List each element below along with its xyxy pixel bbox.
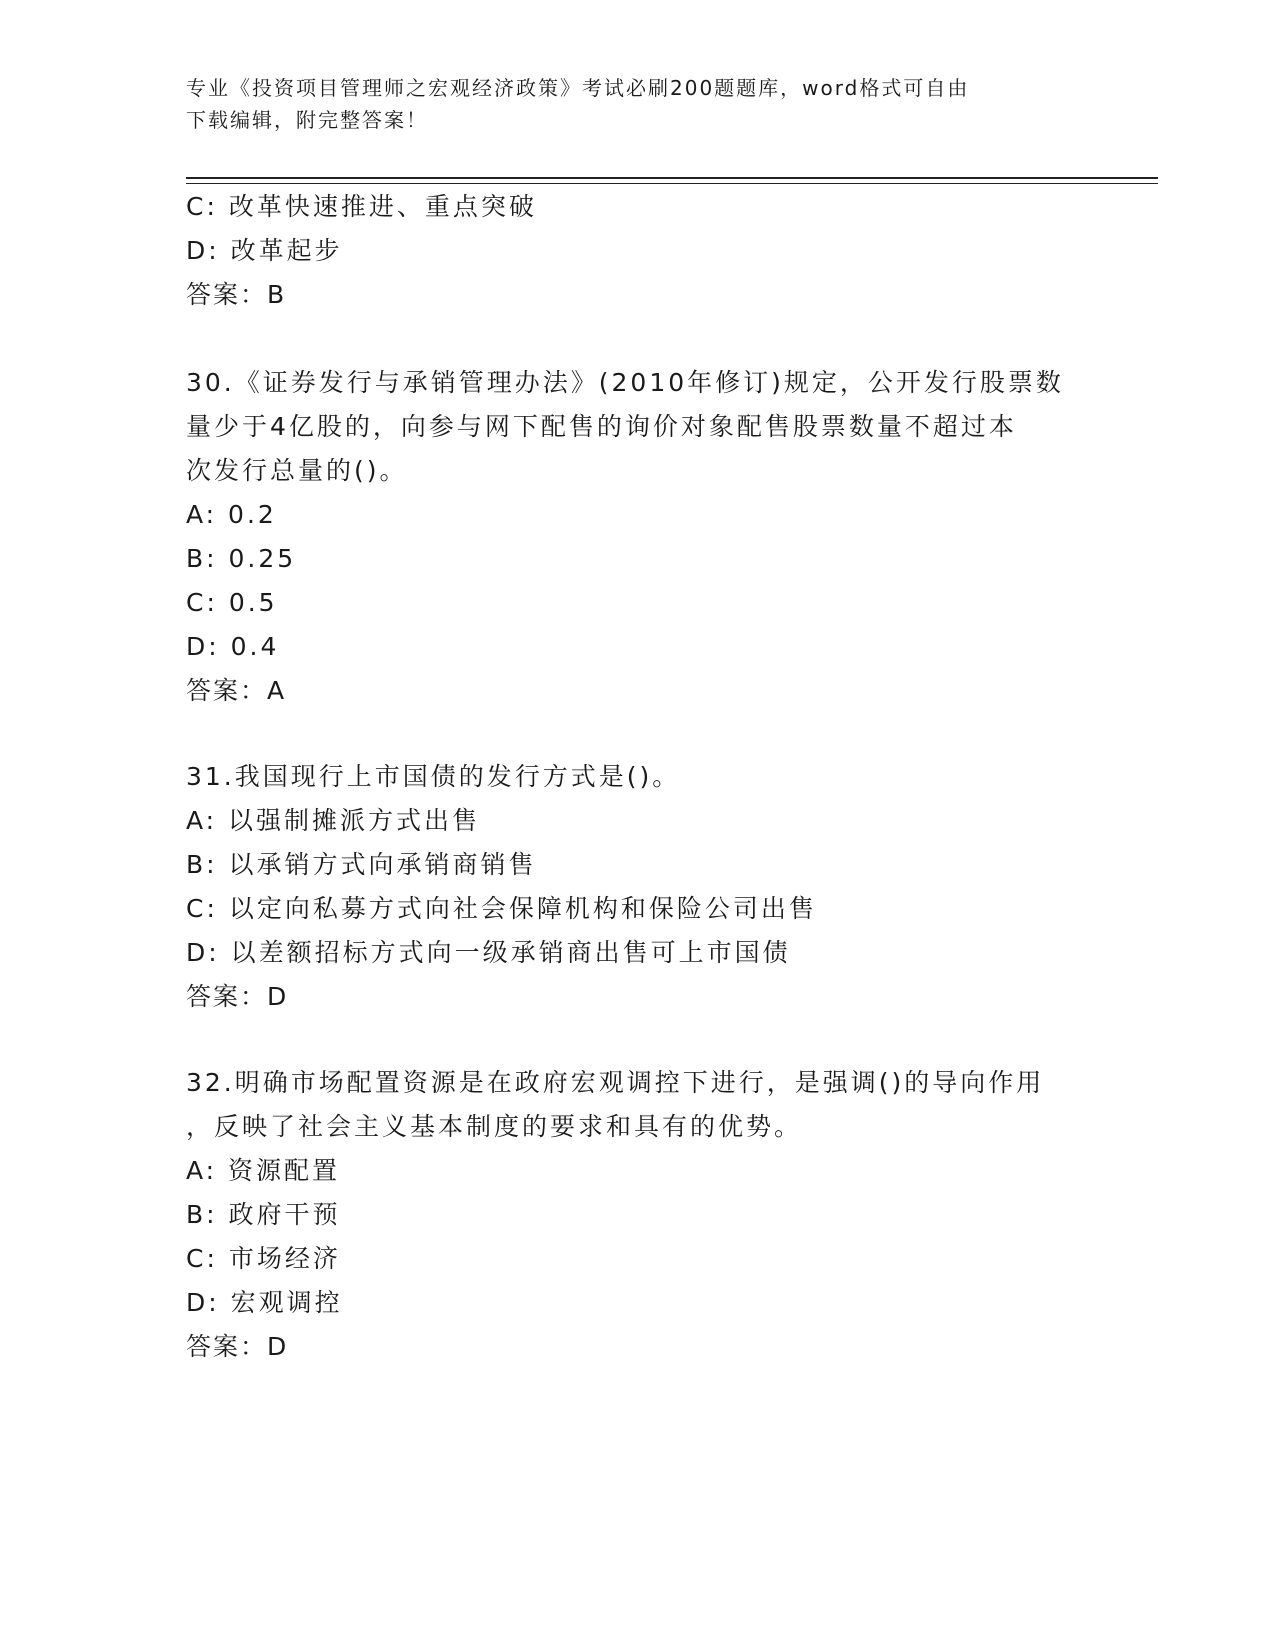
q30-stem-line-2: 量少于4亿股的，向参与网下配售的询价对象配售股票数量不超过本 (186, 412, 1017, 441)
q30-option-c: C: 0.5 (186, 588, 278, 617)
q31-stem-line-1: 31.我国现行上市国债的发行方式是()。 (186, 762, 681, 791)
q32-option-c: C: 市场经济 (186, 1244, 341, 1273)
q32-stem-line-1: 32.明确市场配置资源是在政府宏观调控下进行，是强调()的导向作用 (186, 1068, 1045, 1097)
q30-answer: 答案：A (186, 676, 287, 705)
q31-option-a: A: 以强制摊派方式出售 (186, 806, 481, 835)
document-header (186, 72, 1086, 136)
q29-answer: 答案：B (186, 280, 287, 309)
q31-option-c: C: 以定向私募方式向社会保障机构和保险公司出售 (186, 894, 817, 923)
q30-option-d: D: 0.4 (186, 632, 280, 661)
q29-option-c: C: 改革快速推进、重点突破 (186, 192, 537, 221)
q30-option-a: A: 0.2 (186, 500, 277, 529)
q29-option-d: D: 改革起步 (186, 236, 343, 265)
header-divider-thin (186, 183, 1158, 184)
q32-option-d: D: 宏观调控 (186, 1288, 343, 1317)
header-line-2: 下载编辑，附完整答案！ (186, 108, 428, 132)
q32-option-a: A: 资源配置 (186, 1156, 341, 1185)
q31-option-d: D: 以差额招标方式向一级承销商出售可上市国债 (186, 938, 791, 967)
header-line-1: 专业《投资项目管理师之宏观经济政策》考试必刷200题题库，word格式可自由 (186, 76, 970, 100)
q30-option-b: B: 0.25 (186, 544, 297, 573)
header-divider-thick (186, 177, 1158, 179)
q32-stem-line-2: ，反映了社会主义基本制度的要求和具有的优势。 (186, 1112, 803, 1141)
q31-option-b: B: 以承销方式向承销商销售 (186, 850, 537, 879)
q30-stem-line-1: 30.《证券发行与承销管理办法》(2010年修订)规定，公开发行股票数 (186, 368, 1064, 397)
q32-option-b: B: 政府干预 (186, 1200, 341, 1229)
q32-answer: 答案：D (186, 1332, 289, 1361)
q31-answer: 答案：D (186, 982, 289, 1011)
q30-stem-line-3: 次发行总量的()。 (186, 456, 408, 485)
